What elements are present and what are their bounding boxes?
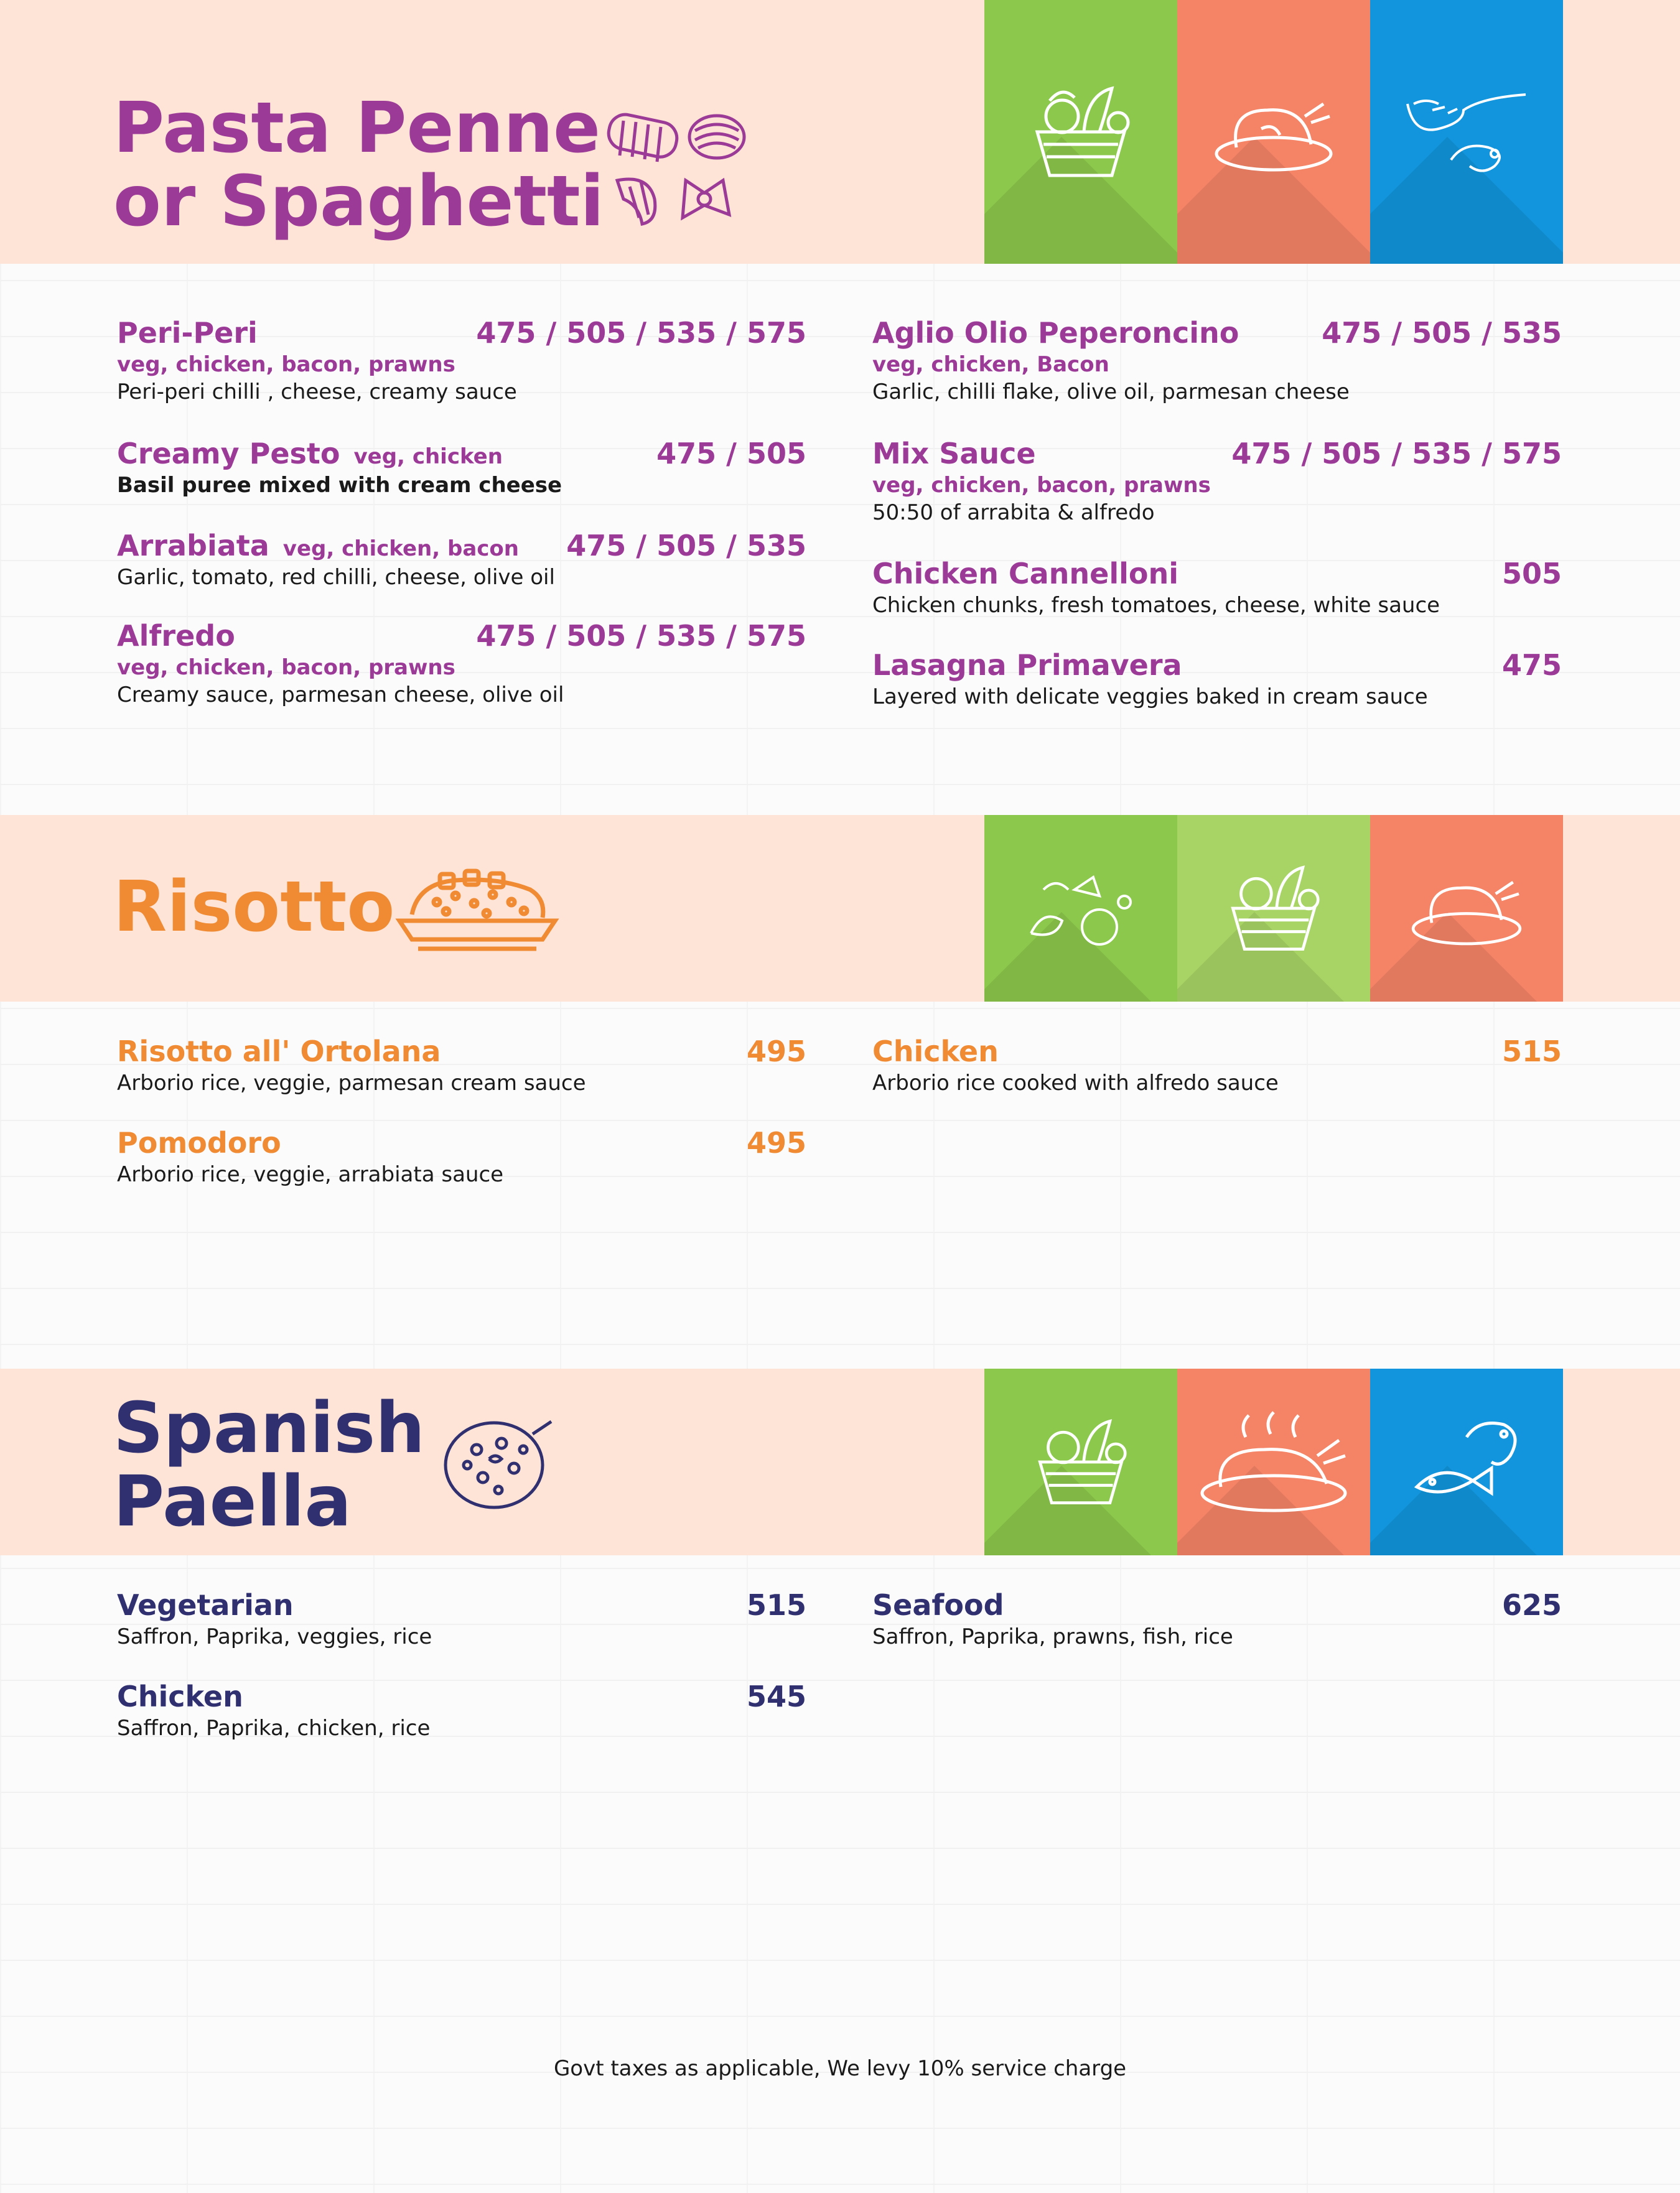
item-description: Garlic, chilli flake, olive oil, parmesan cheese: [872, 379, 1350, 404]
item-name: Peri-Peri: [117, 316, 258, 350]
item-description: Saffron, Paprika, veggies, rice: [117, 1624, 432, 1649]
item-options: veg, chicken, bacon, prawns: [872, 473, 1211, 498]
item-name: Chicken: [872, 1035, 999, 1068]
menu-item-creamy-pesto: [117, 437, 806, 498]
pasta-title-line-2: or Spaghetti: [113, 161, 604, 242]
menu-item-vegetarian-paella: [117, 1588, 806, 1649]
item-name: Seafood: [872, 1588, 1004, 1622]
menu-item-alfredo: [117, 619, 806, 707]
item-price: 495: [746, 1126, 806, 1160]
menu-item-risotto-chicken: [872, 1035, 1562, 1096]
menu-item-aglio-olio: [872, 316, 1562, 404]
item-name: Lasagna Primavera: [872, 648, 1182, 682]
item-name: Vegetarian: [117, 1588, 294, 1622]
menu-item-chicken-cannelloni: [872, 557, 1562, 618]
item-name: Aglio Olio Peperoncino: [872, 316, 1239, 350]
item-options: veg, chicken, Bacon: [872, 352, 1109, 377]
menu-item-pomodoro: [117, 1126, 806, 1187]
menu-item-lasagna-primavera: [872, 648, 1562, 709]
item-name: Chicken: [117, 1680, 243, 1713]
fish-prawn-icon: [1370, 1369, 1563, 1555]
item-price: 515: [1501, 1035, 1562, 1068]
item-name: Mix Sauce: [872, 437, 1036, 470]
item-price: 475: [1501, 648, 1562, 682]
vegetable-basket-icon: [1177, 815, 1370, 1002]
risotto-icon-tiles: [984, 815, 1563, 1002]
paella-pan-icon: [439, 1412, 558, 1512]
item-description: Basil puree mixed with cream cheese: [117, 473, 562, 498]
menu-item-mix-sauce: [872, 437, 1562, 525]
item-price: 475 / 505 / 535: [566, 529, 806, 562]
pasta-title-line-1: Pasta Penne: [113, 88, 600, 169]
item-price: 475 / 505 / 535: [1322, 316, 1562, 350]
item-description: Chicken chunks, fresh tomatoes, cheese, white sauce: [872, 593, 1440, 618]
item-description: Arborio rice, veggie, parmesan cream sauce: [117, 1071, 586, 1096]
item-price: 625: [1501, 1588, 1562, 1622]
risotto-section-title: Risotto: [113, 867, 395, 948]
paella-title-line-2: Paella: [113, 1461, 352, 1542]
item-description: Creamy sauce, parmesan cheese, olive oil: [117, 682, 564, 707]
item-name: Risotto all' Ortolana: [117, 1035, 441, 1068]
item-name: Chicken Cannelloni: [872, 557, 1179, 590]
item-name: Alfredo: [117, 619, 235, 653]
pasta-section-title: [113, 88, 604, 242]
roast-chicken-icon: [1177, 0, 1370, 264]
prawn-icon: [1370, 0, 1563, 264]
item-options: veg, chicken, bacon, prawns: [117, 655, 455, 680]
item-options: veg, chicken: [353, 444, 503, 469]
menu-item-peri-peri: [117, 316, 806, 404]
item-name: Arrabiata: [117, 529, 269, 562]
menu-item-seafood-paella: [872, 1588, 1562, 1649]
paella-title-line-1: Spanish: [113, 1388, 425, 1469]
item-description: Saffron, Paprika, prawns, fish, rice: [872, 1624, 1233, 1649]
paella-icon-tiles: [984, 1369, 1563, 1555]
item-description: Arborio rice cooked with alfredo sauce: [872, 1071, 1279, 1096]
item-description: 50:50 of arrabita & alfredo: [872, 500, 1155, 525]
item-description: Arborio rice, veggie, arrabiata sauce: [117, 1162, 504, 1187]
vegetable-basket-icon: [984, 0, 1177, 264]
item-price: 475 / 505 / 535 / 575: [476, 316, 806, 350]
item-price: 475 / 505 / 535 / 575: [1231, 437, 1562, 470]
item-name: Pomodoro: [117, 1126, 281, 1160]
vegetable-basket-icon: [984, 1369, 1177, 1555]
rice-plate-icon: [393, 865, 561, 958]
roast-chicken-icon: [1370, 815, 1563, 1002]
item-price: 495: [746, 1035, 806, 1068]
paella-section-title: [113, 1388, 425, 1542]
item-options: veg, chicken, bacon: [282, 536, 519, 561]
item-description: Peri-peri chilli , cheese, creamy sauce: [117, 379, 517, 404]
item-price: 475 / 505 / 535 / 575: [476, 619, 806, 653]
item-price: 545: [746, 1680, 806, 1713]
item-description: Layered with delicate veggies baked in cream sauce: [872, 684, 1428, 709]
menu-item-risotto-ortolana: [117, 1035, 806, 1096]
menu-item-chicken-paella: [117, 1680, 806, 1741]
roast-chicken-icon: [1177, 1369, 1370, 1555]
item-price: 505: [1501, 557, 1562, 590]
item-description: Saffron, Paprika, chicken, rice: [117, 1716, 431, 1741]
item-price: 515: [746, 1588, 806, 1622]
item-price: 475 / 505: [656, 437, 806, 470]
item-description: Garlic, tomato, red chilli, cheese, olive oil: [117, 565, 555, 590]
item-name: Creamy Pesto: [117, 437, 340, 470]
pasta-icon-tiles: [984, 0, 1563, 264]
item-options: veg, chicken, bacon, prawns: [117, 352, 455, 377]
footer-note: Govt taxes as applicable, We levy 10% service charge: [553, 2056, 1127, 2081]
vegetables-icon: [984, 815, 1177, 1002]
pasta-shapes-icon: [605, 112, 754, 230]
menu-item-arrabiata: [117, 529, 806, 590]
